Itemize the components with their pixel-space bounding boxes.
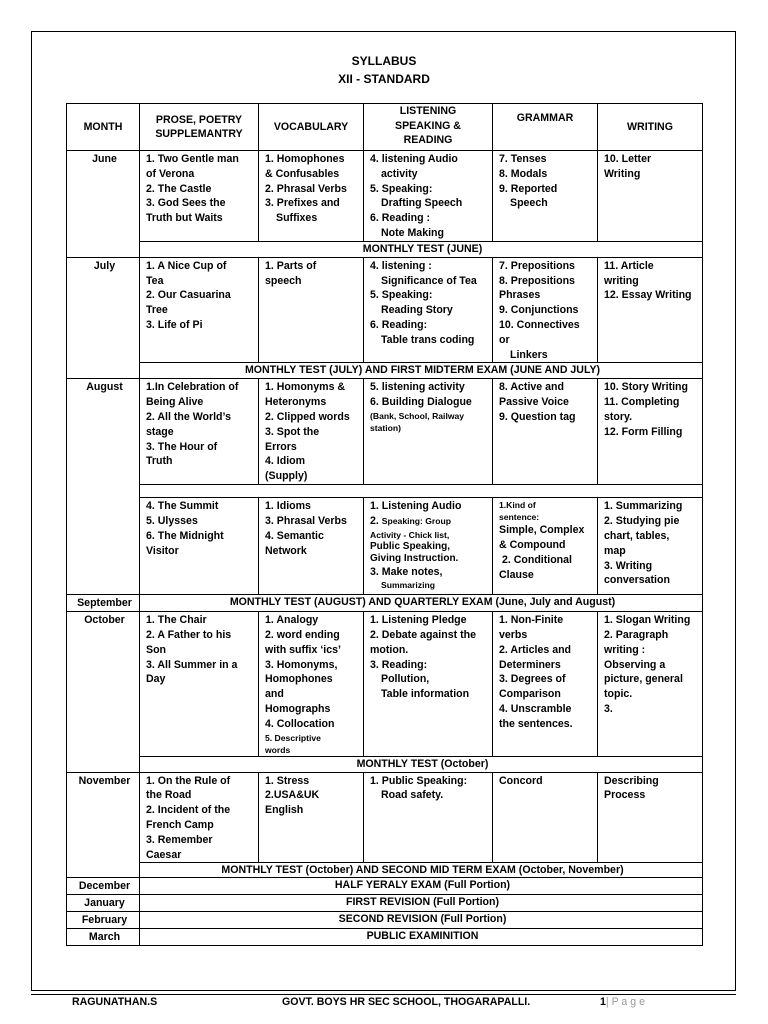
table-row-august-b (67, 498, 703, 595)
footer-school: GOVT. BOYS HR SEC SCHOOL, THOGARAPALLI. (282, 996, 531, 1008)
table-row-november (67, 772, 703, 863)
month-cell-december: December (67, 878, 140, 895)
october-listening: 1. Listening Pledge 2. Debate against the motion. 3. Reading: Pollution, Table information (364, 612, 493, 756)
month-cell-july: July (67, 257, 140, 379)
july-test-cell: MONTHLY TEST (JULY) AND FIRST MIDTERM EXAM (JUNE AND JULY) (140, 363, 703, 379)
october-vocabulary: 1. Analogy 2. word ending with suffix ‘ics’ 3. Homonyms, Homophones and Homographs 4. Collocation 5. Descriptive words (259, 612, 364, 756)
page-separator: | (605, 996, 609, 1008)
january-revision-cell: FIRST REVISION (Full Portion) (140, 895, 703, 912)
page-label: P a g e (608, 996, 645, 1008)
document-title: SYLLABUS (351, 54, 417, 68)
november-writing: Describing Process (598, 772, 703, 863)
month-cell-october: October (67, 612, 140, 772)
july-writing: 11. Article writing 12. Essay Writing (598, 257, 703, 363)
july-listening: 4. listening : Significance of Tea 5. Speaking: Reading Story 6. Reading: Table trans coding (364, 257, 493, 363)
table-row-july-test (67, 363, 703, 379)
table-row-june (67, 151, 703, 242)
august-a-writing: 10. Story Writing 11. Completing story. 12. Form Filling (598, 379, 703, 485)
july-vocabulary: 1. Parts of speech (259, 257, 364, 363)
july-grammar: 7. Prepositions 8. Prepositions Phrases 9. Conjunctions 10. Connectives or Linkers (493, 257, 598, 363)
month-cell-august: August (67, 379, 140, 595)
col-header-writing: WRITING (598, 104, 703, 151)
table-row-june-test (67, 241, 703, 257)
month-cell-june: June (67, 151, 140, 258)
june-grammar: 7. Tenses 8. Modals 9. Reported Speech (493, 151, 598, 242)
november-prose: 1. On the Rule of the Road 2. Incident of the French Camp 3. Remember Caesar (140, 772, 259, 863)
august-a-grammar: 8. Active and Passive Voice 9. Question tag (493, 379, 598, 485)
june-writing: 10. Letter Writing (598, 151, 703, 242)
table-row-september (67, 595, 703, 612)
august-a-vocabulary: 1. Homonyms & Heteronyms 2. Clipped words 3. Spot the Errors 4. Idiom (Supply) (259, 379, 364, 485)
june-test-cell: MONTHLY TEST (JUNE) (140, 241, 703, 257)
october-prose: 1. The Chair 2. A Father to his Son 3. All Summer in a Day (140, 612, 259, 756)
november-test-cell: MONTHLY TEST (October) AND SECOND MID TERM EXAM (October, November) (140, 863, 703, 878)
february-revision-cell: SECOND REVISION (Full Portion) (140, 911, 703, 928)
october-writing: 1. Slogan Writing 2. Paragraph writing : Observing a picture, general topic. 3. (598, 612, 703, 756)
col-header-month: MONTH (67, 104, 140, 151)
header-row (67, 104, 703, 151)
month-cell-november: November (67, 772, 140, 878)
col-header-prose: PROSE, POETRY SUPPLEMANTRY (140, 104, 259, 151)
october-grammar: 1. Non-Finite verbs 2. Articles and Determiners 3. Degrees of Comparison 4. Unscramble the sentences. (493, 612, 598, 756)
table-row-march (67, 928, 703, 945)
table-row-january (67, 895, 703, 912)
footer-author: RAGUNATHAN.S (72, 996, 158, 1008)
page-number: 1 (600, 996, 606, 1008)
december-exam-cell: HALF YERALY EXAM (Full Portion) (140, 878, 703, 895)
august-b-grammar: 1.Kind of sentence: Simple, Complex & Compound 2. Conditional Clause (493, 498, 598, 595)
november-vocabulary: 1. Stress 2.USA&UK English (259, 772, 364, 863)
august-a-prose: 1.In Celebration of Being Alive 2. All the World’s stage 3. The Hour of Truth (140, 379, 259, 485)
footer-rule (31, 994, 736, 995)
november-listening: 1. Public Speaking: Road safety. (364, 772, 493, 863)
table-row-august-a (67, 379, 703, 485)
march-exam-cell: PUBLIC EXAMINITION (140, 928, 703, 945)
table-row-october (67, 612, 703, 756)
august-b-prose: 4. The Summit 5. Ulysses 6. The Midnight Visitor (140, 498, 259, 595)
month-cell-january: January (67, 895, 140, 912)
august-spacer-row (67, 485, 703, 498)
june-vocabulary: 1. Homophones & Confusables 2. Phrasal Verbs 3. Prefixes and Suffixes (259, 151, 364, 242)
month-cell-march: March (67, 928, 140, 945)
august-spacer (140, 485, 703, 498)
june-prose: 1. Two Gentle man of Verona 2. The Castle 3. God Sees the Truth but Waits (140, 151, 259, 242)
august-b-writing: 1. Summarizing 2. Studying pie chart, tables, map 3. Writing conversation (598, 498, 703, 595)
june-listening: 4. listening Audio activity 5. Speaking: Drafting Speech 6. Reading : Note Making (364, 151, 493, 242)
footer-page-number (600, 996, 645, 1008)
col-header-grammar: GRAMMAR (493, 104, 598, 151)
august-a-listening: 5. listening activity 6. Building Dialogue (Bank, School, Railway station) (364, 379, 493, 485)
table-row-october-test (67, 756, 703, 772)
august-b-vocabulary: 1. Idioms 3. Phrasal Verbs 4. Semantic Network (259, 498, 364, 595)
table-row-february (67, 911, 703, 928)
col-header-vocabulary: VOCABULARY (259, 104, 364, 151)
document-subtitle: XII - STANDARD (338, 72, 430, 86)
table-row-december (67, 878, 703, 895)
august-b-listening: 1. Listening Audio 2. Speaking: Group Activity - Chick list, Public Speaking, Giving Instruction. 3. Make notes, Summarizing (364, 498, 493, 595)
july-prose: 1. A Nice Cup of Tea 2. Our Casuarina Tree 3. Life of Pi (140, 257, 259, 363)
september-test-cell: MONTHLY TEST (AUGUST) AND QUARTERLY EXAM (June, July and August) (140, 595, 703, 612)
month-cell-february: February (67, 911, 140, 928)
table-row-july (67, 257, 703, 363)
october-test-cell: MONTHLY TEST (October) (140, 756, 703, 772)
syllabus-table (66, 103, 703, 946)
month-cell-september: September (67, 595, 140, 612)
november-grammar: Concord (493, 772, 598, 863)
col-header-listening: LISTENING SPEAKING & READING (364, 104, 493, 151)
table-row-november-test (67, 863, 703, 878)
